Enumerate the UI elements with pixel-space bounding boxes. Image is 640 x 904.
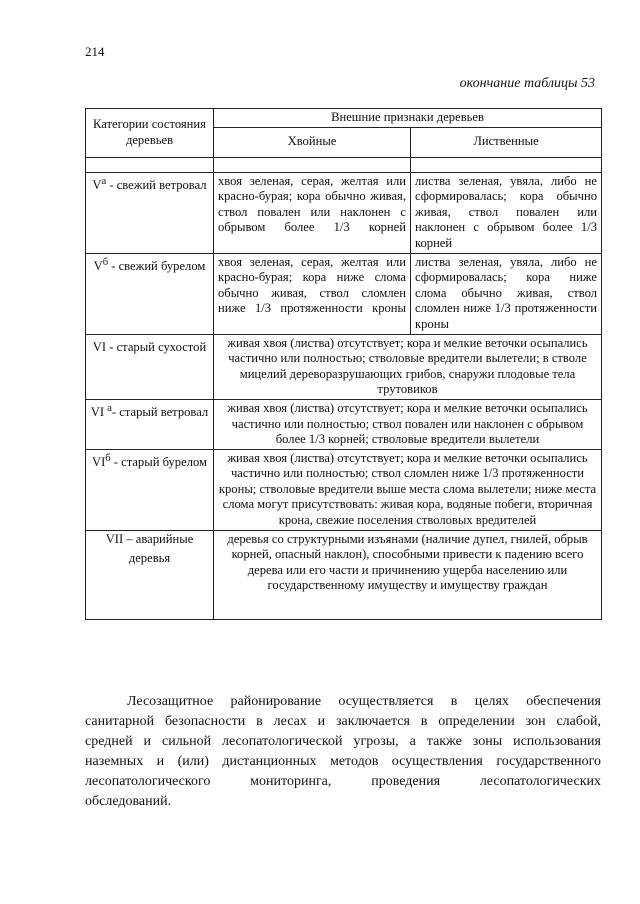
table-row [86, 530, 602, 619]
category-rest: - свежий бурелом [108, 258, 206, 273]
merged-signs-cell: деревья со структурными изъянами (наличие дупел, гнилей, обрыв корней, опасный наклон), способными привести к падению всего дерева или его части и причинению ущерба населению или государственному имуществу и имуществу граждан [214, 530, 602, 619]
paragraph-line: Лесозащитное районирование осуществляется в целях обеспечения [127, 694, 601, 709]
table-header-row [86, 109, 602, 128]
category-cell [86, 449, 214, 530]
table-row [86, 399, 602, 449]
deciduous-cell [411, 172, 602, 253]
table-row [86, 334, 602, 399]
spacer-cell [86, 157, 214, 172]
category-cell [86, 172, 214, 253]
category-sup: б [102, 256, 109, 268]
category-main: VII – аварийные деревья [105, 531, 194, 566]
tree-condition-table [85, 108, 602, 620]
deciduous-cell [411, 253, 602, 334]
category-rest: - старый бурелом [110, 454, 208, 469]
conifers-text: хвоя зеленая, серая, желтая или красно-бурая; кора обычно живая, ствол повален или наклонен с обрывом более 1/3 корней [218, 173, 406, 235]
table-caption: окончание таблицы 53 [459, 76, 595, 91]
page-number: 214 [85, 44, 105, 59]
category-cell [86, 530, 214, 619]
deciduous-text: листва зеленая, увяла, либо не сформировалась; кора ниже слома обычно живая, ствол сломлен ниже 1/3 протяженности кроны [415, 254, 597, 331]
conifers-text: хвоя зеленая, серая, желтая или красно-бурая; кора ниже слома обычно живая, ствол сломлен ниже 1/3 протяженности кроны [218, 254, 406, 316]
merged-signs-cell: живая хвоя (листва) отсутствует; кора и мелкие веточки осыпались частично или полностью; стволовые вредители вылетели; в стволе мицелий дереворазрушающих грибов, снаружи плодовые тела трутовиков [214, 334, 602, 399]
table-row [86, 449, 602, 530]
body-paragraph [85, 692, 601, 812]
conifers-cell [214, 172, 411, 253]
category-cell [86, 399, 214, 449]
category-main: V [92, 177, 102, 192]
spacer-cell [411, 157, 602, 172]
category-rest: - свежий ветровал [106, 177, 207, 192]
merged-signs-cell: живая хвоя (листва) отсутствует; кора и мелкие веточки осыпались частично или полностью; ствол сломлен ниже 1/3 протяженности кроны; стволовые вредители выше места слома вылетели; ниже места слома могут присутствовать: живая кора, водяные побеги, вторичная крона, свежие поселения стволовых вредителей [214, 449, 602, 530]
category-main: V [93, 258, 103, 273]
table-row [86, 253, 602, 334]
conifers-cell [214, 253, 411, 334]
header-external-signs: Внешние признаки деревьев [214, 109, 602, 128]
category-main: VI [92, 339, 107, 354]
paragraph-line: санитарной безопасности в лесах и заключается в определении зон слабой, [85, 714, 601, 729]
category-rest: - старый ветровал [111, 405, 209, 420]
table-row [86, 172, 602, 253]
header-deciduous: Лиственные [411, 127, 602, 157]
category-sup: а [107, 402, 112, 414]
paragraph-line: наземных и (или) дистанционных методов осуществления государственного [85, 754, 601, 769]
deciduous-text: листва зеленая, увяла, либо не сформировалась; кора обычно живая, ствол повален или наклонен с обрывом более 1/3 корней [415, 173, 597, 250]
paragraph-line: лесопатологического мониторинга, проведения лесопатологических [85, 774, 601, 789]
category-sup: б [105, 452, 111, 464]
paragraph-line: средней и сильной лесопатологической угрозы, а также зоны использования [85, 734, 601, 749]
category-cell [86, 253, 214, 334]
table-spacer-row [86, 157, 602, 172]
spacer-cell [214, 157, 411, 172]
header-conifers: Хвойные [214, 127, 411, 157]
category-rest: - старый сухостой [106, 339, 207, 354]
merged-signs-cell: живая хвоя (листва) отсутствует; кора и мелкие веточки осыпались частично или полностью; ствол повален или наклонен с обрывом более 1/3 корней; стволовые вредители вылетели [214, 399, 602, 449]
category-main: VI [90, 405, 108, 420]
category-main: VI [91, 454, 106, 469]
category-sup: а [101, 175, 107, 187]
header-categories: Категории состояния деревьев [86, 109, 214, 158]
category-cell [86, 334, 214, 399]
paragraph-line: обследований. [85, 794, 172, 809]
